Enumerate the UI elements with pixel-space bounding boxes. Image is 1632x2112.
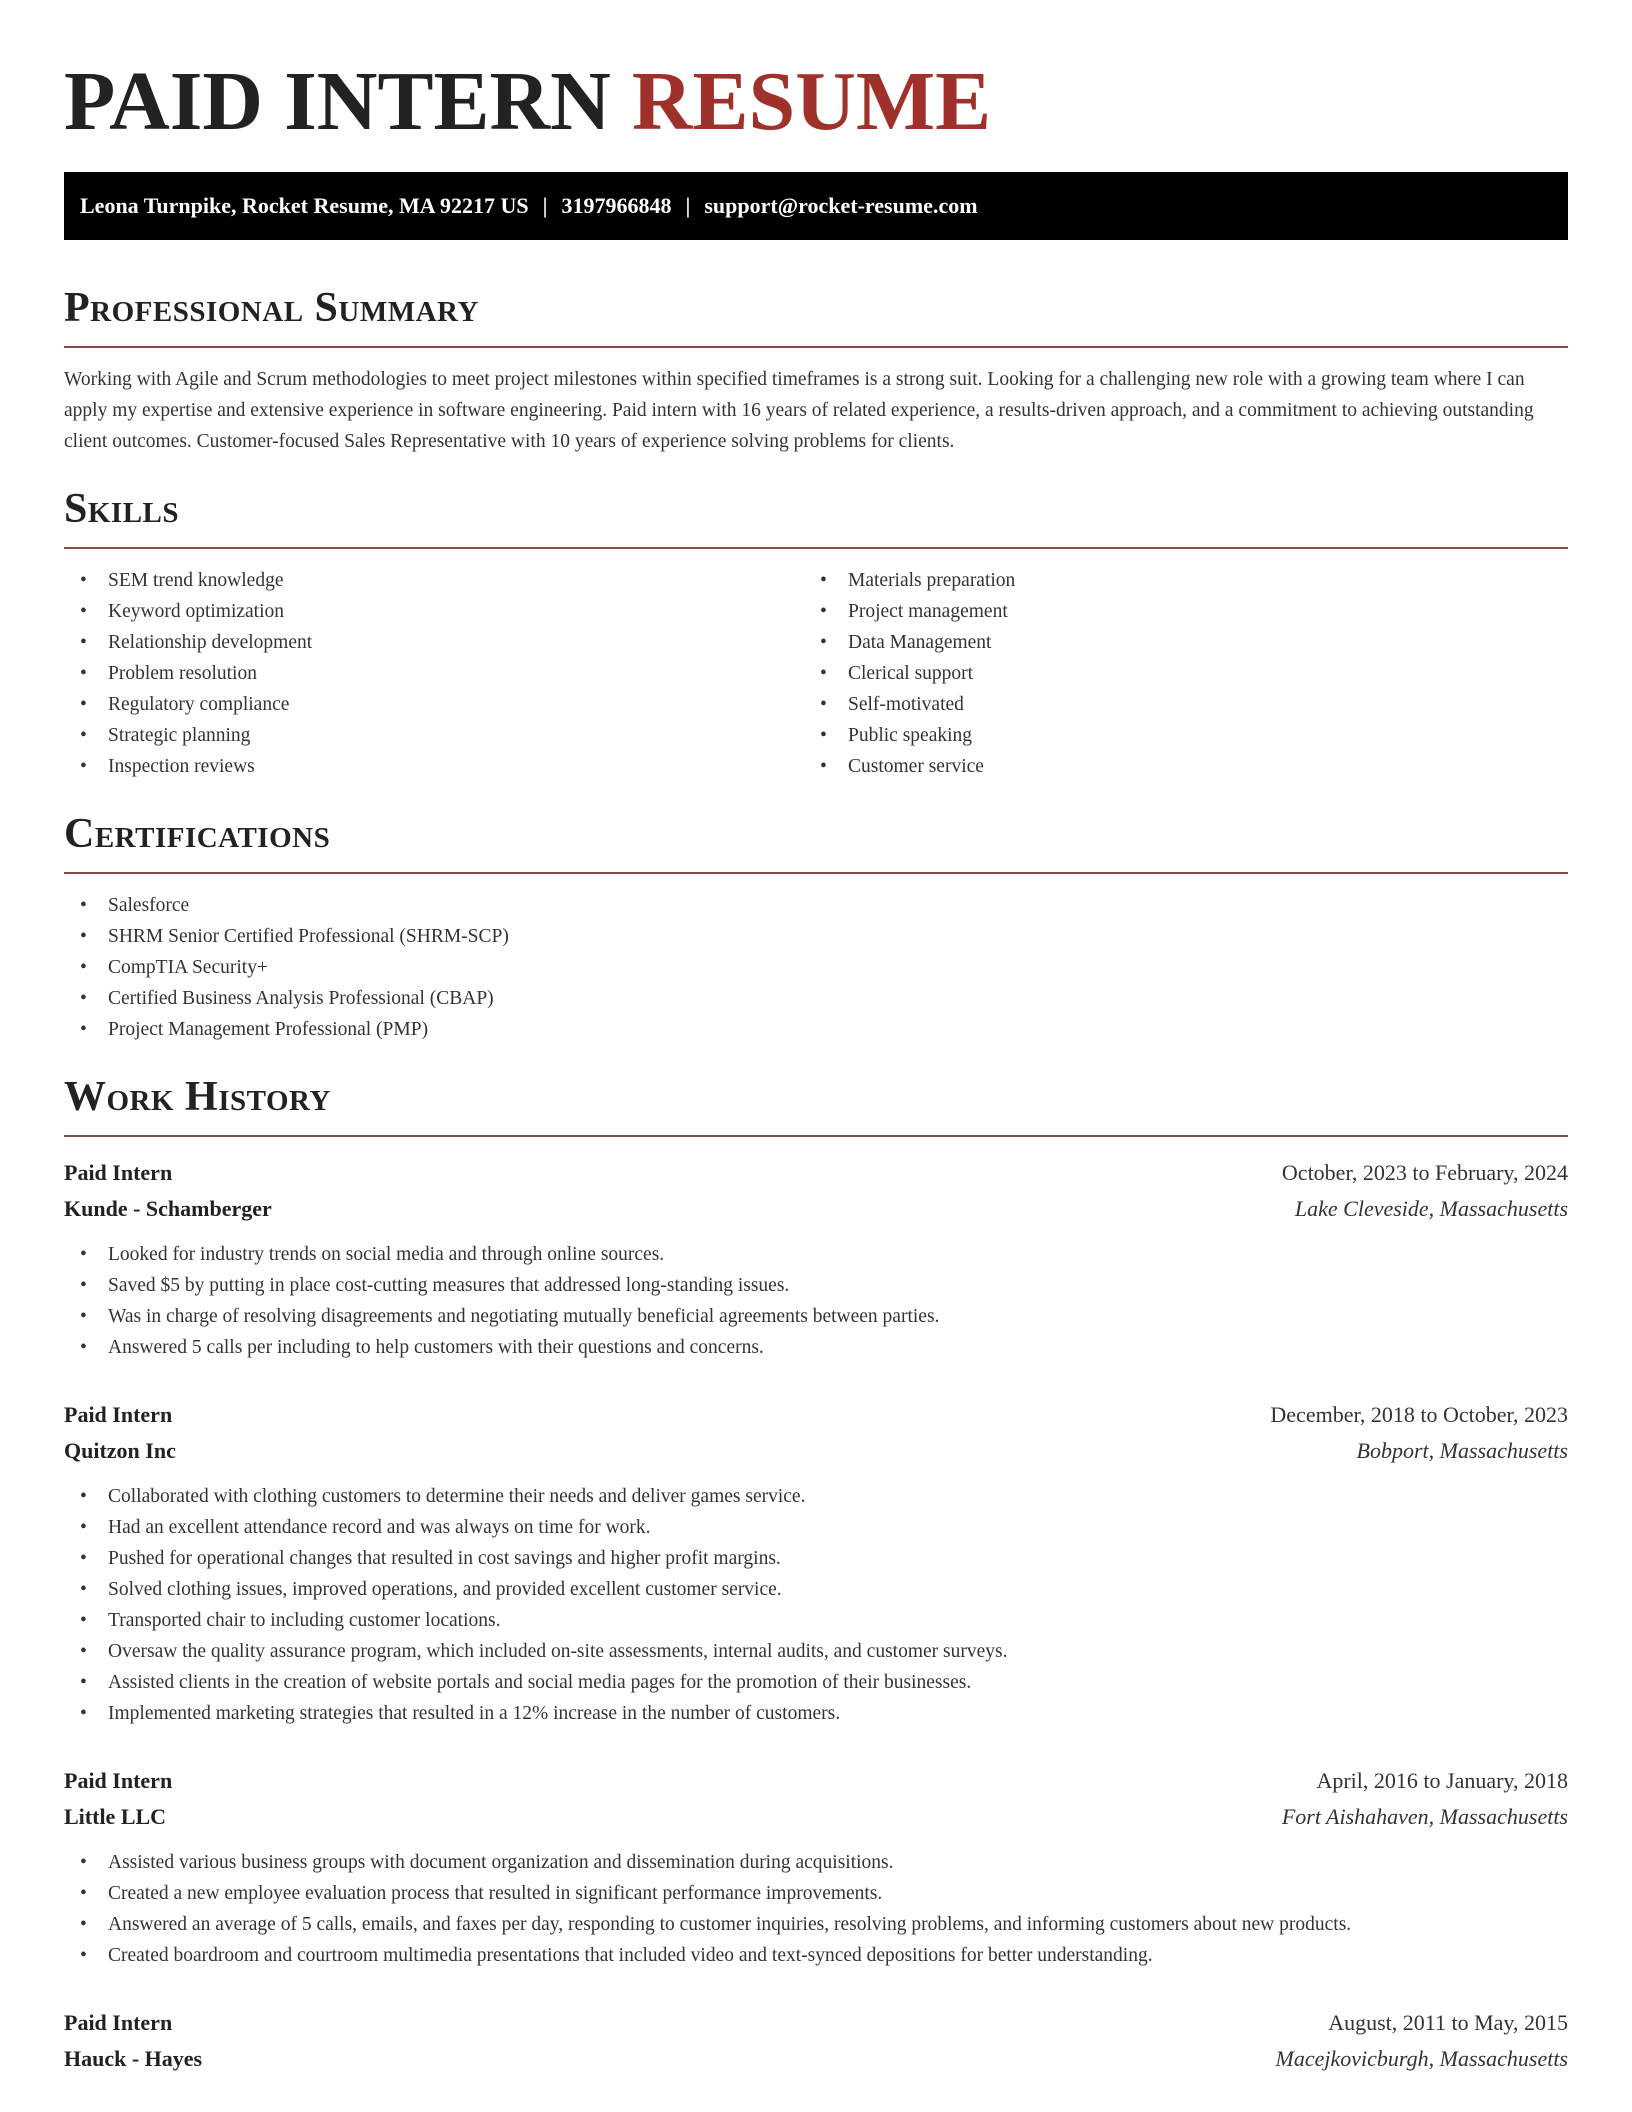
skills-column-right <box>804 565 1544 782</box>
job-bullet: • Solved clothing issues, improved operations, and provided excellent customer service. <box>64 1574 1568 1605</box>
job-role: Paid Intern <box>64 1768 173 1793</box>
job-company-row <box>64 1433 1568 1469</box>
skill-item: • Data Management <box>804 627 1544 658</box>
job-header-row <box>64 1155 1568 1191</box>
job-role: Paid Intern <box>64 1402 173 1427</box>
job-bullet: • Created a new employee evaluation process that resulted in significant performance improvements. <box>64 1878 1568 1909</box>
job-bullet: • Assisted various business groups with document organization and dissemination during acquisitions. <box>64 1847 1568 1878</box>
job-company: Kunde - Schamberger <box>64 1196 272 1221</box>
job-bullets <box>64 1239 1568 1363</box>
job-location: Bobport, Massachusetts <box>1356 1438 1568 1463</box>
contact-bar <box>64 172 1568 240</box>
job-company-row <box>64 2041 1568 2077</box>
title-accent: RESUME <box>631 55 992 148</box>
skill-item: • Inspection reviews <box>64 751 804 782</box>
job-header-row <box>64 2005 1568 2041</box>
contact-phone: 3197966848 <box>561 193 672 218</box>
job-entry <box>64 1155 1568 1363</box>
skill-item: • SEM trend knowledge <box>64 565 804 596</box>
job-location: Fort Aishahaven, Massachusetts <box>1281 1804 1568 1829</box>
skill-item: • Strategic planning <box>64 720 804 751</box>
section-title-work-history: Work History <box>64 1073 1568 1137</box>
skill-item: • Clerical support <box>804 658 1544 689</box>
job-bullet: • Answered 5 calls per including to help customers with their questions and concerns. <box>64 1332 1568 1363</box>
job-dates: August, 2011 to May, 2015 <box>1328 2010 1568 2035</box>
job-bullets <box>64 1847 1568 1971</box>
job-company: Quitzon Inc <box>64 1438 176 1463</box>
contact-separator: | <box>542 193 548 218</box>
skill-item: • Problem resolution <box>64 658 804 689</box>
job-company: Little LLC <box>64 1804 167 1829</box>
job-role: Paid Intern <box>64 1160 173 1185</box>
job-entry <box>64 1763 1568 1971</box>
section-title-skills: Skills <box>64 485 1568 549</box>
certification-item: • SHRM Senior Certified Professional (SHRM-SCP) <box>64 921 1568 952</box>
job-bullet: • Pushed for operational changes that resulted in cost savings and higher profit margins. <box>64 1543 1568 1574</box>
summary-text: Working with Agile and Scrum methodologies to meet project milestones within specified timeframes is a strong suit. Looking for a challenging new role with a growing team where I can apply my expertise and extensive experience in software engineering. Paid intern with 16 years of related experience, a results-driven approach, and a commitment to achieving outstanding client outcomes. Customer-focused Sales Representative with 10 years of experience solving problems for clients. <box>64 369 1534 452</box>
job-location: Lake Cleveside, Massachusetts <box>1294 1196 1568 1221</box>
certification-item: • Salesforce <box>64 890 1568 921</box>
job-company: Hauck - Hayes <box>64 2046 203 2071</box>
job-dates: October, 2023 to February, 2024 <box>1281 1160 1568 1185</box>
job-role: Paid Intern <box>64 2010 173 2035</box>
job-bullet: • Implemented marketing strategies that resulted in a 12% increase in the number of customers. <box>64 1698 1568 1729</box>
job-bullet: • Created boardroom and courtroom multimedia presentations that included video and text-synced depositions for better understanding. <box>64 1940 1568 1971</box>
resume-title <box>64 0 1568 148</box>
resume-page <box>64 0 1568 2077</box>
job-dates: April, 2016 to January, 2018 <box>1316 1768 1568 1793</box>
job-bullet: • Collaborated with clothing customers to determine their needs and deliver games service. <box>64 1481 1568 1512</box>
job-location: Macejkovicburgh, Massachusetts <box>1275 2046 1568 2071</box>
skill-item: • Materials preparation <box>804 565 1544 596</box>
skills-column-left <box>64 565 804 782</box>
job-entry <box>64 2005 1568 2077</box>
job-bullet: • Looked for industry trends on social media and through online sources. <box>64 1239 1568 1270</box>
job-bullet: • Was in charge of resolving disagreements and negotiating mutually beneficial agreements between parties. <box>64 1301 1568 1332</box>
skill-item: • Keyword optimization <box>64 596 804 627</box>
contact-address: Leona Turnpike, Rocket Resume, MA 92217 US <box>80 193 529 218</box>
job-bullet: • Answered an average of 5 calls, emails, and faxes per day, responding to customer inquiries, resolving problems, and informing customers about new products. <box>64 1909 1568 1940</box>
skill-item: • Customer service <box>804 751 1544 782</box>
job-bullet: • Assisted clients in the creation of website portals and social media pages for the promotion of their businesses. <box>64 1667 1568 1698</box>
skill-item: • Project management <box>804 596 1544 627</box>
skills-list <box>64 565 1568 782</box>
contact-separator: | <box>685 193 691 218</box>
skill-item: • Self-motivated <box>804 689 1544 720</box>
section-title-certifications: Certifications <box>64 810 1568 874</box>
certification-item: • CompTIA Security+ <box>64 952 1568 983</box>
certification-item: • Certified Business Analysis Professional (CBAP) <box>64 983 1568 1014</box>
job-company-row <box>64 1191 1568 1227</box>
job-bullet: • Transported chair to including customer locations. <box>64 1605 1568 1636</box>
job-header-row <box>64 1397 1568 1433</box>
job-bullet: • Oversaw the quality assurance program, which included on-site assessments, internal audits, and customer surveys. <box>64 1636 1568 1667</box>
certification-item: • Project Management Professional (PMP) <box>64 1014 1568 1045</box>
title-main: PAID INTERN <box>64 55 611 148</box>
job-entry <box>64 1397 1568 1729</box>
job-header-row <box>64 1763 1568 1799</box>
job-bullet: • Had an excellent attendance record and was always on time for work. <box>64 1512 1568 1543</box>
job-bullet: • Saved $5 by putting in place cost-cutting measures that addressed long-standing issues. <box>64 1270 1568 1301</box>
job-dates: December, 2018 to October, 2023 <box>1270 1402 1568 1427</box>
job-company-row <box>64 1799 1568 1835</box>
skill-item: • Relationship development <box>64 627 804 658</box>
section-title-summary: Professional Summary <box>64 284 1568 348</box>
certifications-list <box>64 890 1568 1045</box>
skill-item: • Public speaking <box>804 720 1544 751</box>
skill-item: • Regulatory compliance <box>64 689 804 720</box>
contact-email[interactable]: support@rocket-resume.com <box>704 193 978 218</box>
job-bullets <box>64 1481 1568 1729</box>
